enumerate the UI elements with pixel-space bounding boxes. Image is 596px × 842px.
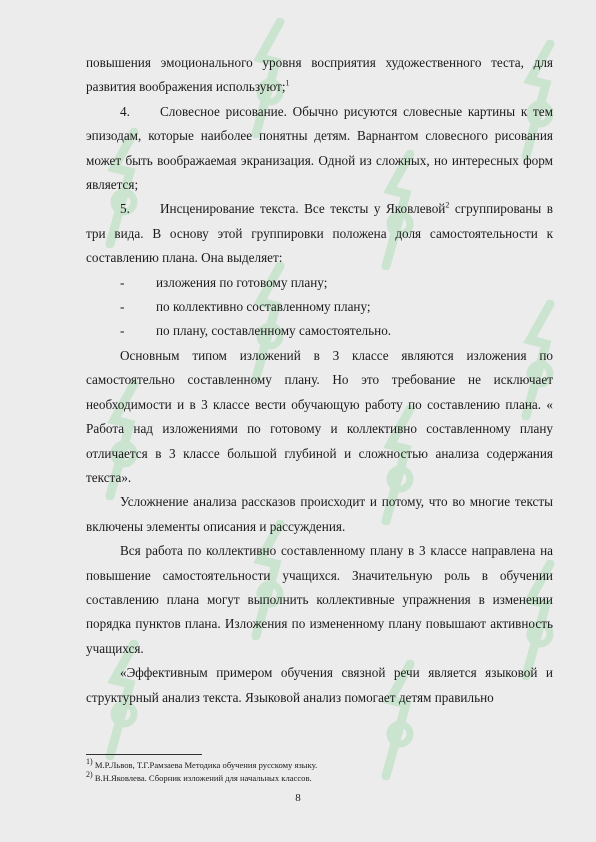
paragraph: Основным типом изложений в 3 классе являются изложения по самостоятельно составленному плану. Но это требование не исключает необходимости и в 3 классе вести обучающую работу по составлению плана. « Работа над изложениями по готовому и коллективно составленному плану отличается в 3 классе большой глубиной и сложностью анализа содержания текста». [86,347,553,485]
footnote-ref[interactable]: 1 [285,79,290,89]
item-number: 5. [120,201,130,217]
paragraph: Вся работа по коллективно составленному плану в 3 классе направлена на повышение самостоятельности учащихся. Значительную роль в обучении составлению плана могут выполнить коллективные упражнения в изменении порядка пунктов плана. Изложения по измененному плану повышают активность учащихся. [86,543,553,656]
footnotes [86,759,553,785]
footnote-divider [86,754,202,755]
list-marker: - [120,323,125,339]
paragraph: Усложнение анализа рассказов происходит и потому, что во многие тексты включены элементы описания и рассуждения. [86,494,553,534]
footnote-mark: 1) [86,757,93,767]
body-text [86,51,553,710]
page-number: 8 [295,792,301,804]
numbered-item-5: 5. Инсценирование текста. Все тексты у Яковлевой$^2$ сгруппированы в три вида. В основу этой группировки положена доля самостоятельности к составлению плана. Она выделяет: [86,197,553,270]
numbered-item-4: 4. Словесное рисование. Обычно рисуются словесные картины к тем эпизодам, которые наиболее понятны детям. Варнантом словесного рисования может быть воображаемая экранизация. Одной из сложных, но интересных форм является; [86,100,553,198]
list-marker: - [120,299,125,315]
item-number: 4. [120,103,130,119]
paragraph: «Эффективным примером обучения связной речи является языковой и структурный анализ текста. Языковой анализ помогает детям правильно [86,665,553,705]
footnote-ref[interactable]: 2 [445,201,450,211]
list-item: - по плану, составленному самостоятельно. [86,319,553,343]
list-item: - по коллективно составленному плану; [86,295,553,319]
list-marker: - [120,274,125,290]
footnote: $^{2)}$ В.Н.Яковлева. Сборник изложений для начальных классов. [86,770,312,783]
paragraph-continuation: повышения эмоционального уровня восприятия художественного теста, для развития воображения используют;$^1$ [86,55,553,95]
footnote-mark: 2) [86,770,93,780]
footnote: $^{1)}$ М.Р.Львов, Т.Г.Рамзаева Методика обучения русскому языку. [86,757,318,770]
list-item: - изложения по готовому плану; [86,271,553,295]
